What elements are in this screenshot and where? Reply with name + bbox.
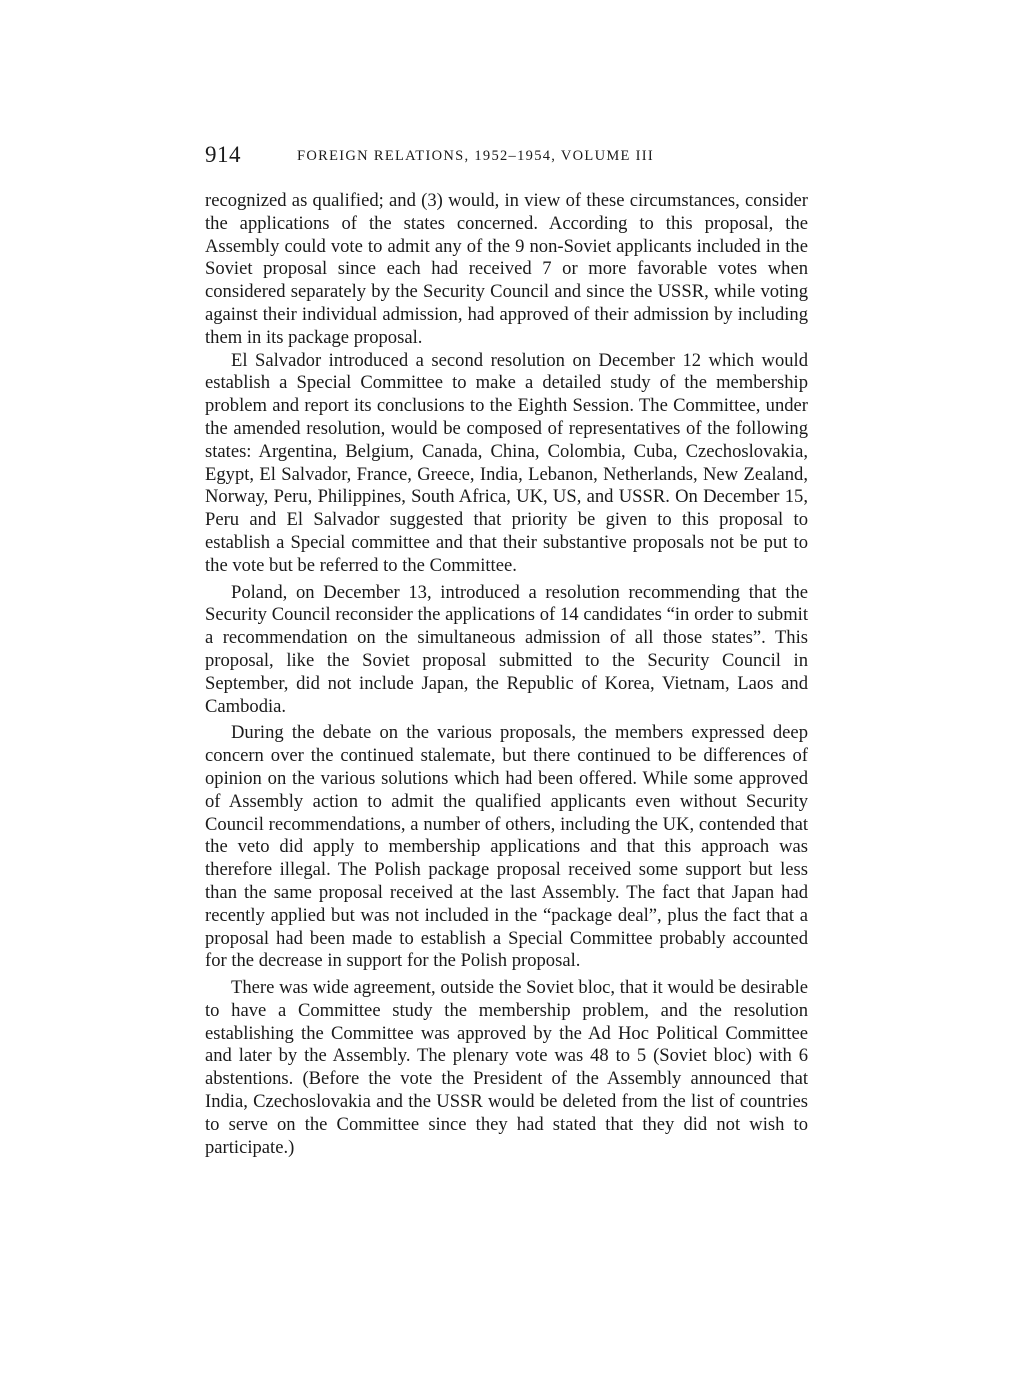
paragraph-el-salvador: El Salvador introduced a second resolution on December 12 which would establish a Special Committee to make a detailed study of the membership problem and report its conclusions to the Eighth Session. The Committee, under the amended resolution, would be composed of representatives of the following states: Argentina, Belgium, Canada, China, Colombia, Cuba, Czechoslovakia, Egypt, El Salvador, France, Greece, India, Lebanon, Netherlands, New Zealand, Norway, Peru, Philippines, South Africa, UK, US, and USSR. On December 15, Peru and El Salvador suggested that priority be given to this proposal to establish a Special committee and that their substantive proposals not be put to the vote but be referred to the Committee. xyxy=(205,349,808,576)
paragraph-continued: recognized as qualified; and (3) would, in view of these circumstances, consider the applications of the states concerned. According to this proposal, the Assembly could vote to admit any of the 9 non-Soviet applicants included in the Soviet proposal since each had received 7 or more favorable votes when considered separately by the Security Council and since the USSR, while voting against their individual admission, had approved of their admission by including them in its package proposal. xyxy=(205,190,808,348)
running-title: FOREIGN RELATIONS, 1952–1954, VOLUME III xyxy=(297,148,655,164)
page-number: 914 xyxy=(205,142,241,167)
paragraph-poland: Poland, on December 13, introduced a resolution recommending that the Security Council reconsider the applications of 14 candidates “in order to submit a recommendation on the simultaneous admission of all those states”. This proposal, like the Soviet proposal submitted to the Security Council in September, did not include Japan, the Republic of Korea, Vietnam, Laos and Cambodia. xyxy=(205,581,808,717)
body-text xyxy=(205,190,808,1159)
paragraph-agreement: There was wide agreement, outside the Soviet bloc, that it would be desirable to have a Committee study the membership problem, and the resolution establishing the Committee was approved by the Ad Hoc Political Committee and later by the Assembly. The plenary vote was 48 to 5 (Soviet bloc) with 6 abstentions. (Before the vote the President of the Assembly announced that India, Czechoslovakia and the USSR would be deleted from the list of countries to serve on the Committee since they had stated that they did not wish to participate.) xyxy=(205,977,808,1158)
page-content xyxy=(205,142,808,1159)
running-header xyxy=(205,142,808,176)
paragraph-debate: During the debate on the various proposals, the members expressed deep concern over the continued stalemate, but there continued to be differences of opinion on the various solutions which had been offered. While some approved of Assembly action to admit the qualified applicants even without Security Council recommendations, a number of others, including the UK, contended that the veto did apply to membership applications and that this approach was therefore illegal. The Polish package proposal received some support but less than the same proposal received at the last Assembly. The fact that Japan had recently applied but was not included in the “package deal”, plus the fact that a proposal had been made to establish a Special Committee probably accounted for the decrease in support for the Polish proposal. xyxy=(205,722,808,972)
